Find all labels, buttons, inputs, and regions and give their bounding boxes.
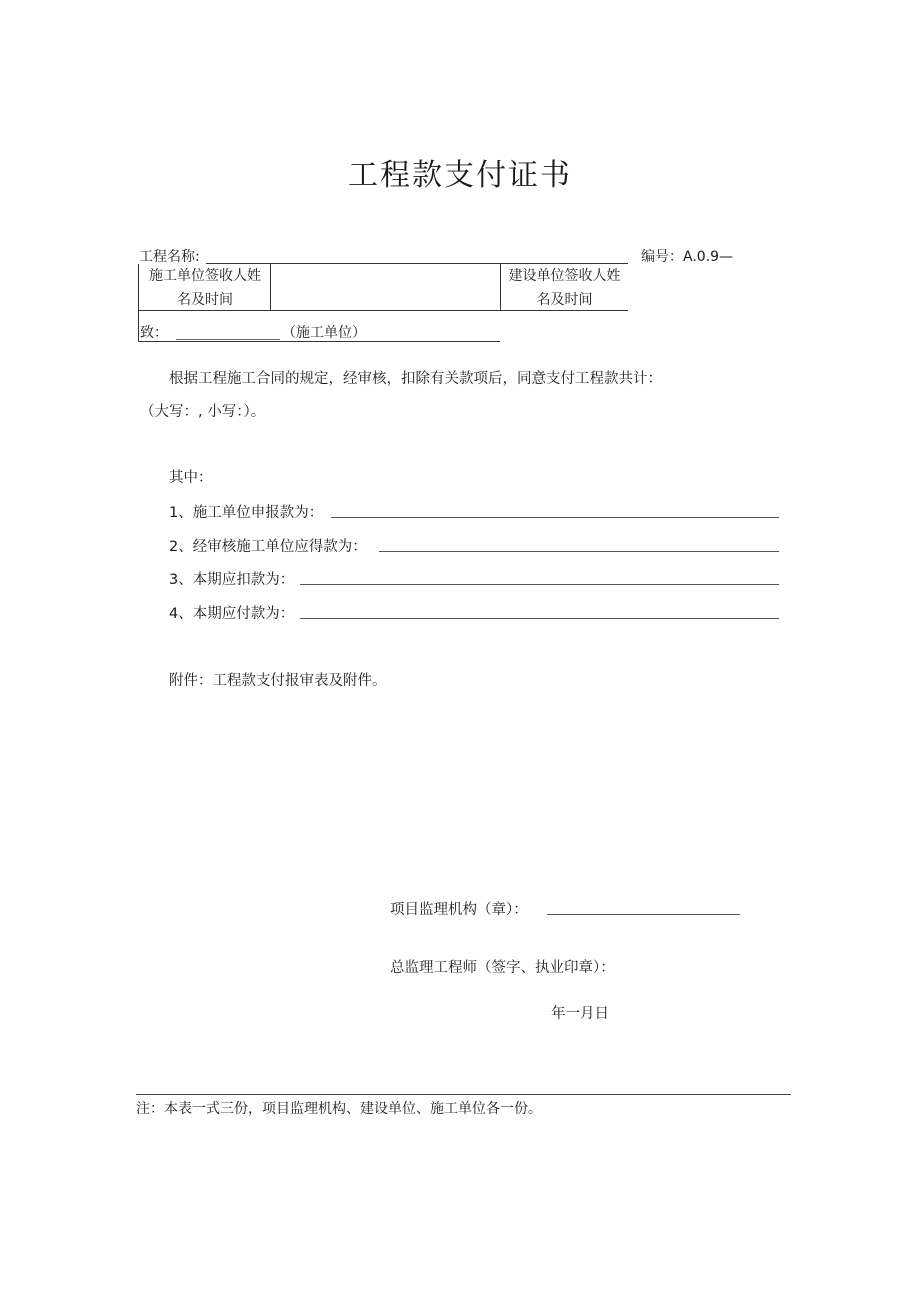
- table-left-border: [138, 264, 139, 342]
- owner-signer-cell: [501, 264, 628, 312]
- to-label: 致：: [140, 325, 168, 341]
- item-payable-amount: 4、本期应付款为：: [169, 606, 295, 622]
- number-label-text: 编号：: [641, 249, 683, 265]
- footer-note: 注：本表一式三份，项目监理机构、建设单位、施工单位各一份。: [136, 1101, 542, 1117]
- project-name-label: 工程名称:: [139, 249, 200, 265]
- among-label: 其中：: [169, 470, 213, 486]
- amount-text: （大写：, 小写：）。: [140, 404, 266, 420]
- number-value: A.0.9—: [683, 249, 734, 265]
- item-declared-amount-underline: [331, 517, 779, 518]
- item-deduction-amount-underline: [300, 584, 779, 585]
- to-blank-underline: [176, 339, 280, 340]
- number-label: [641, 246, 733, 266]
- footer-rule: [136, 1094, 791, 1095]
- item-declared-amount: 1、施工单位申报款为：: [169, 505, 324, 521]
- contractor-signer-cell: [140, 264, 270, 312]
- intro-text: 根据工程施工合同的规定，经审核，扣除有关款项后，同意支付工程款共计：: [169, 371, 662, 387]
- table-divider-1: [270, 264, 271, 310]
- to-suffix: （施工单位）: [282, 325, 366, 341]
- attachment-text: 附件：工程款支付报审表及附件。: [169, 673, 387, 689]
- owner-signer-line2: 名及时间: [536, 292, 593, 308]
- chief-engineer-label: 总监理工程师（签字、执业印章）：: [390, 960, 615, 976]
- supervision-org-label: 项目监理机构（章）：: [390, 902, 528, 918]
- item-approved-amount: 2、经审核施工单位应得款为：: [169, 539, 367, 555]
- contractor-signer-line1: 施工单位签收人姓: [149, 268, 261, 284]
- item-approved-amount-underline: [379, 551, 779, 552]
- page-title: 工程款支付证书: [348, 158, 572, 193]
- item-payable-amount-underline: [300, 618, 779, 619]
- owner-signer-line1: 建设单位签收人姓: [508, 268, 621, 284]
- supervision-org-underline: [547, 914, 740, 915]
- date-label: 年一月日: [551, 1006, 609, 1022]
- item-deduction-amount: 3、本期应扣款为：: [169, 572, 295, 588]
- contractor-signer-line2: 名及时间: [177, 292, 233, 308]
